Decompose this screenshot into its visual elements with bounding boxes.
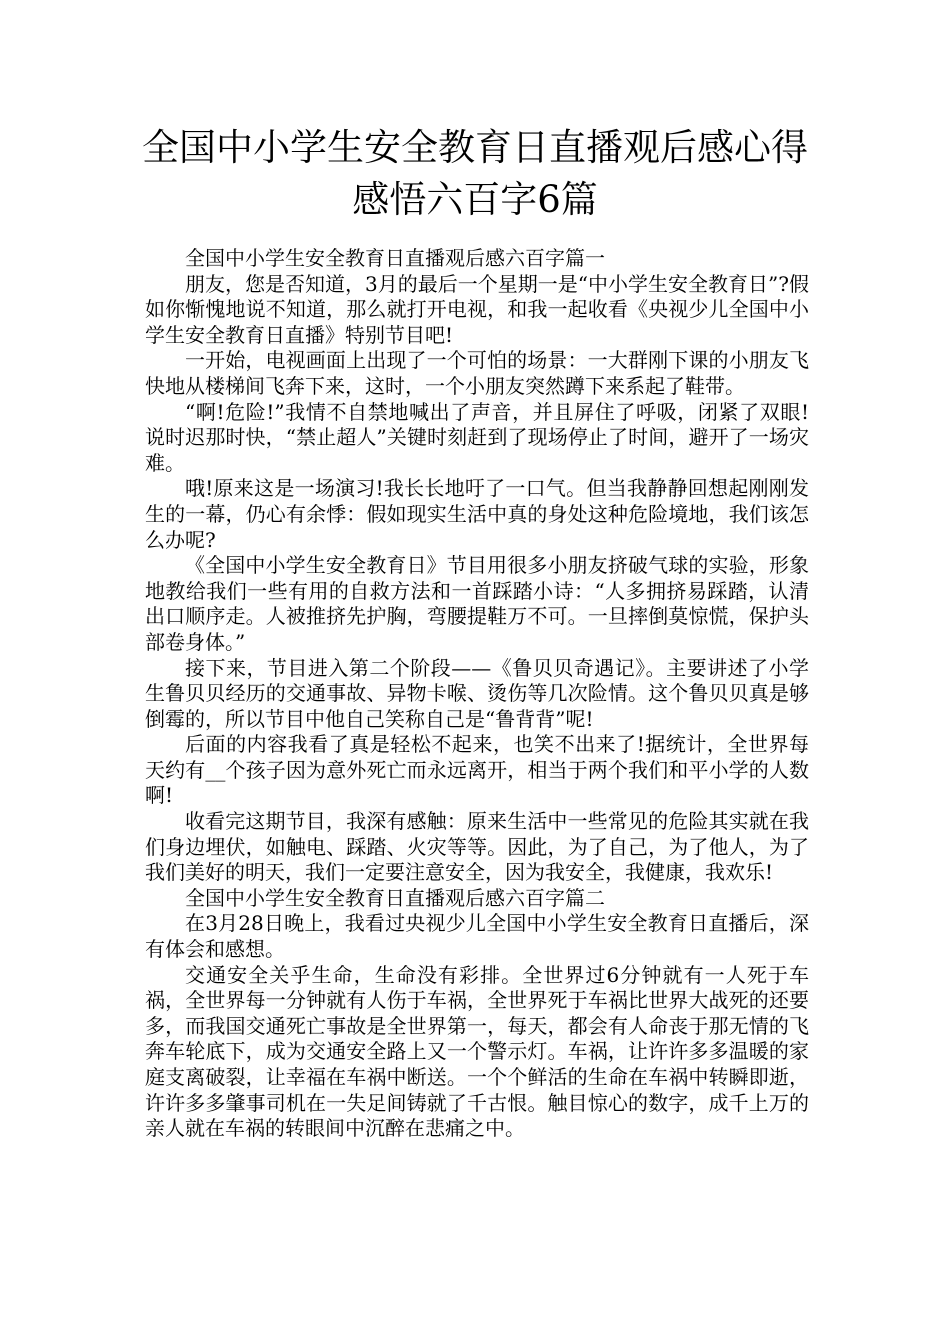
paragraph: 收看完这期节目，我深有感触：原来生活中一些常见的危险其实就在我们身边埋伏，如触电、踩踏、火灾等等。因此，为了自己，为了他人，为了我们美好的明天，我们一定要注意安全，因为我安全，我健康，我欢乐! — [145, 809, 809, 885]
paragraph: 哦!原来这是一场演习!我长长地吁了一口气。但当我静静回想起刚刚发生的一幕，仍心有余悸：假如现实生活中真的身处这种危险境地，我们该怎么办呢? — [145, 476, 809, 552]
section-heading-1: 全国中小学生安全教育日直播观后感六百字篇一 — [185, 246, 605, 270]
title-line-2: 感悟六百字6篇 — [352, 178, 598, 221]
paragraph: “啊!危险!”我情不自禁地喊出了声音，并且屏住了呼吸，闭紧了双眼!说时迟那时快，“禁止超人”关键时刻赶到了现场停止了时间，避开了一场灾难。 — [145, 399, 809, 475]
section-heading-2: 全国中小学生安全教育日直播观后感六百字篇二 — [185, 885, 605, 910]
title-line-1: 全国中小学生安全教育日直播观后感心得 — [142, 126, 808, 169]
paragraph: 交通安全关乎生命，生命没有彩排。全世界过6分钟就有一人死于车祸，全世界每一分钟就有人伤于车祸，全世界死于车祸比世界大战死的还要多，而我国交通死亡事故是全世界第一，每天，都会有人命丧于那无情的飞奔车轮底下，成为交通安全路上又一个警示灯。车祸，让许许多多温暖的家庭支离破裂，让幸福在车祸中断送。一个个鲜活的生命在车祸中转瞬即逝，许许多多肇事司机在一失足间铸就了千古恨。触目惊心的数字，成千上万的亲人就在车祸的转眼间中沉醉在悲痛之中。 — [145, 962, 809, 1141]
document-title — [120, 122, 830, 226]
paragraph: 一开始，电视画面上出现了一个可怕的场景：一大群刚下课的小朋友飞快地从楼梯间飞奔下来，这时，一个小朋友突然蹲下来系起了鞋带。 — [145, 348, 809, 398]
paragraph: 后面的内容我看了真是轻松不起来，也笑不出来了!据统计，全世界每天约有__个孩子因为意外死亡而永远离开，相当于两个我们和平小学的人数啊! — [145, 732, 809, 808]
paragraph: 接下来，节目进入第二个阶段——《鲁贝贝奇遇记》。主要讲述了小学生鲁贝贝经历的交通事故、异物卡喉、烫伤等几次险情。这个鲁贝贝真是够倒霉的，所以节目中他自己笑称自己是“鲁背背”呢! — [145, 655, 809, 731]
paragraph: 在3月28日晚上，我看过央视少儿全国中小学生安全教育日直播后，深有体会和感想。 — [145, 911, 809, 962]
document-body — [145, 246, 809, 1142]
paragraph: 《全国中小学生安全教育日》节目用很多小朋友挤破气球的实验，形象地教给我们一些有用的自救方法和一首踩踏小诗：“人多拥挤易踩踏，认清出口顺序走。人被推挤先护胸，弯腰提鞋万不可。一旦摔倒莫惊慌，保护头部卷身体。” — [145, 553, 809, 654]
paragraph: 朋友，您是否知道，3月的最后一个星期一是“中小学生安全教育日”?假如你惭愧地说不知道，那么就打开电视，和我一起收看《央视少儿全国中小学生安全教育日直播》特别节目吧! — [145, 271, 809, 347]
